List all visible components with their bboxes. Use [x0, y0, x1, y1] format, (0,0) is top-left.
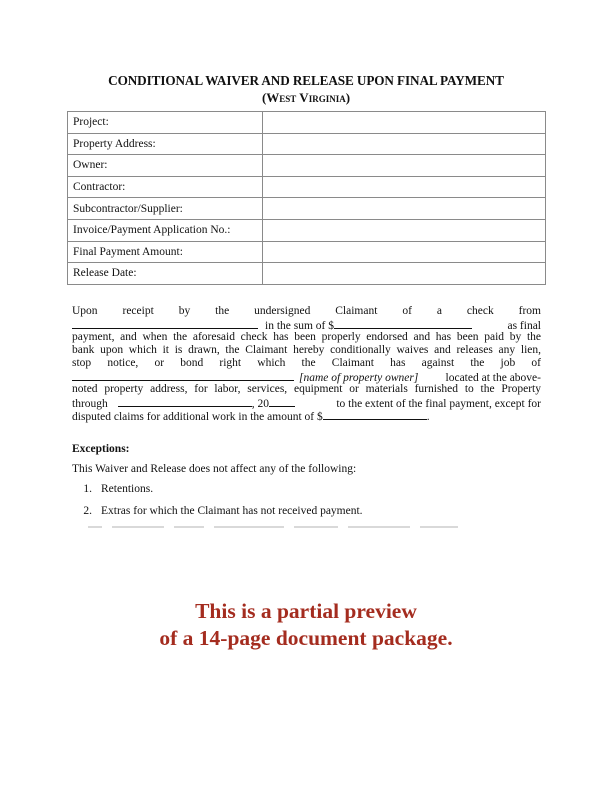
table-row	[68, 241, 546, 263]
exceptions-heading: Exceptions:	[72, 443, 130, 455]
partial-preview-notice	[0, 598, 612, 652]
body-line-5: stop notice, or bond right which the Claimant has against the job of	[72, 357, 541, 369]
table-row	[68, 133, 546, 155]
row-label-property-address: Property Address:	[68, 133, 263, 155]
disputed-amount-blank[interactable]	[323, 409, 427, 420]
body-line-3: payment, and when the aforesaid check has been properly endorsed and has been paid by the	[72, 331, 541, 343]
row-label-subcontractor: Subcontractor/Supplier:	[68, 198, 263, 220]
faded-text-cutoff	[84, 526, 524, 532]
preview-line-2: of a 14-page document package.	[159, 626, 453, 650]
list-item: 1. Retentions.	[83, 483, 154, 495]
payment-sum-blank[interactable]	[334, 318, 472, 329]
table-row	[68, 198, 546, 220]
info-table	[67, 111, 546, 285]
table-row	[68, 155, 546, 177]
document-subtitle: (West Virginia)	[261, 90, 351, 105]
table-row	[68, 219, 546, 241]
table-row	[68, 112, 546, 134]
table-row	[68, 263, 546, 285]
row-label-release-date: Release Date:	[68, 263, 263, 285]
list-item: 2. Extras for which the Claimant has not received payment.	[83, 505, 363, 517]
table-row	[68, 176, 546, 198]
body-line-6: [name of property owner] located at the above-	[72, 370, 541, 384]
row-label-contractor: Contractor:	[68, 176, 263, 198]
row-value-contractor[interactable]	[263, 176, 546, 198]
row-value-property-address[interactable]	[263, 133, 546, 155]
row-label-owner: Owner:	[68, 155, 263, 177]
row-value-final-payment[interactable]	[263, 241, 546, 263]
body-line-7: noted property address, for labor, services, equipment or materials furnished to the Property	[72, 383, 541, 395]
body-line-1: Upon receipt by the undersigned Claimant of a check from	[72, 305, 541, 317]
row-value-owner[interactable]	[263, 155, 546, 177]
year-blank[interactable]	[269, 396, 295, 407]
preview-line-1: This is a partial preview	[195, 599, 417, 623]
row-value-subcontractor[interactable]	[263, 198, 546, 220]
body-line-4: bank upon which it is drawn, the Claimant hereby conditionally waives and releases any lien,	[72, 344, 541, 356]
through-date-blank[interactable]	[118, 396, 252, 407]
body-line-2: in the sum of $ as final	[72, 318, 541, 332]
body-line-9: disputed claims for additional work in the amount of $ .	[72, 411, 430, 423]
document-title: CONDITIONAL WAIVER AND RELEASE UPON FINAL PAYMENT	[108, 73, 504, 88]
row-label-project: Project:	[68, 112, 263, 134]
row-label-final-payment: Final Payment Amount:	[68, 241, 263, 263]
row-label-invoice: Invoice/Payment Application No.:	[68, 219, 263, 241]
row-value-release-date[interactable]	[263, 263, 546, 285]
claimant-check-from-blank[interactable]	[72, 318, 258, 329]
row-value-project[interactable]	[263, 112, 546, 134]
row-value-invoice[interactable]	[263, 219, 546, 241]
body-line-8: through , 20 to the extent of the final payment, except for	[72, 398, 541, 410]
property-owner-blank[interactable]	[72, 370, 294, 381]
exceptions-intro: This Waiver and Release does not affect any of the following:	[72, 463, 357, 475]
exceptions-list	[72, 478, 363, 522]
